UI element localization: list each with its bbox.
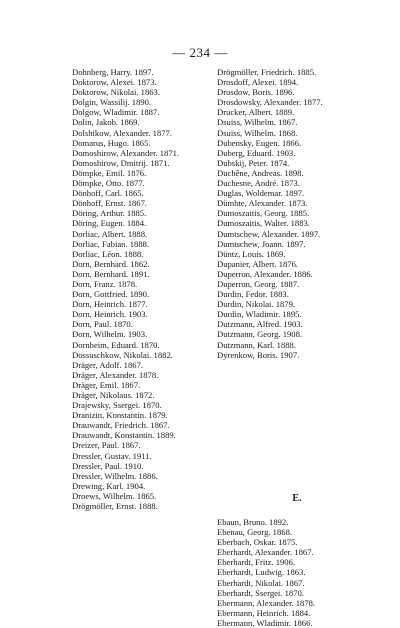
list-entry: Dorn, Gottfried. 1890. [72,289,150,300]
list-entry: Dräger, Alexander. 1878. [72,369,159,380]
list-entry: Duberg, Eduard. 1903. [217,147,296,158]
list-entry: Dressler, Paul. 1910. [72,460,144,471]
list-entry: Dolgin, Wassilij. 1890. [72,97,152,108]
list-entry: Drauwandt, Friedrich. 1867. [72,420,170,431]
list-entry: Drajewsky, Ssergei. 1870. [72,400,162,411]
list-entry: Dömpke, Otto. 1877. [72,178,145,189]
list-entry: Dutzmann, Karl. 1888. [217,339,296,350]
list-entry: Dornheim, Eduard. 1870. [72,339,160,350]
list-entry: Duchesne, André. 1873. [217,178,300,189]
list-entry: Drosdoff, Alexei. 1894. [217,77,299,88]
list-entry: Dyrenkow, Boris. 1907. [217,349,300,360]
list-entry: Dohnberg, Harry. 1897. [72,67,154,77]
list-entry: Dreizer, Paul. 1867. [72,440,141,451]
list-entry: Dutzmann, Alfred. 1903. [217,319,303,330]
list-entry: Dorn, Heinrich. 1903. [72,309,148,320]
list-entry: Domarus, Hugo. 1865. [72,137,151,148]
list-entry: Dorn, Franz. 1878. [72,278,138,289]
list-entry: Eberhardt, Fritz. 1906. [217,557,296,568]
list-entry: Dumtschew, Alexander. 1897. [217,228,321,239]
list-entry: Dutzmann, Georg. 1908. [217,329,303,340]
list-entry: Dönhoff, Carl. 1865. [72,188,144,199]
list-entry: Dolshikow, Alexander. 1877. [72,127,172,138]
list-entry: Drauwandt, Konstantin. 1889. [72,430,176,441]
list-entry: Dräger, Nikolaus. 1872. [72,390,155,400]
list-entry: Duperron, Georg. 1887. [217,278,300,289]
list-entry: Droews, Wilhelm. 1865. [72,490,157,501]
list-entry: Düntz, Louis. 1869. [217,248,286,259]
list-entry: Duglas, Woldemar. 1897. [217,188,305,199]
list-entry: Durdin, Nikolai. 1879. [217,299,296,310]
list-entry: Dranizin, Konstantin. 1879. [72,410,168,421]
list-entry: Drosdowsky, Alexander. 1877. [217,97,323,108]
list-entry: Dräger, Adolf. 1867. [72,359,144,370]
list-entry: Dolin, Jakob. 1869. [72,117,140,128]
list-entry: Drewing, Karl. 1904. [72,480,146,491]
list-entry: Ebermann, Wladimir. 1866. [217,617,313,628]
list-entry: Eberhardt, Ssergei. 1870. [217,587,304,598]
list-entry: Drosdow, Boris. 1896. [217,87,295,98]
list-entry: Domoshirow, Alexander. 1871. [72,147,180,158]
list-entry: Eberhardt, Ludwig. 1863. [217,567,306,578]
list-entry: Ebermann, Heinrich. 1884. [217,607,311,618]
list-entry: Duchêne, Andreas. 1898. [217,167,304,178]
list-entry: Döring, Arthur. 1885. [72,208,147,219]
left-column [72,67,232,511]
list-entry: Dümbte, Alexander. 1873. [217,198,308,209]
list-entry: Duperron, Alexander. 1886. [217,268,313,279]
list-entry: Dönhoff, Ernst. 1867. [72,198,148,209]
list-entry: Ebaun, Bruno. 1892. [217,517,289,527]
right-column-d [217,67,377,360]
list-entry: Dressler, Gustav. 1911. [72,450,152,461]
list-entry: Dömpke, Emil. 1876. [72,167,147,178]
list-entry: Doktorow, Nikolai. 1863. [72,87,160,98]
list-entry: Drögmöller, Ernst. 1888. [72,501,158,512]
list-entry: Drögmöller, Friedrich. 1885. [217,67,317,77]
list-entry: Döring, Eugen. 1884. [72,218,147,229]
list-entry: Dumoszaitis, Georg. 1885. [217,208,310,219]
list-entry: Durdin, Wladimir. 1895. [217,309,302,320]
list-entry: Domoshirow, Dmitrij. 1871. [72,157,170,168]
list-entry: Durdin, Fedor. 1883. [217,289,289,300]
section-heading-e: E. [292,493,302,504]
list-entry: Dorn, Bernhard. 1891. [72,268,150,279]
list-entry: Dumoszaitis, Walter. 1883. [217,218,310,229]
list-entry: Dumtschew, Joann. 1897. [217,238,306,249]
list-entry: Dräger, Emil. 1867. [72,379,141,390]
list-entry: Ebermann, Alexander. 1878. [217,597,316,608]
list-entry: Dorliac, Albert. 1888. [72,228,148,239]
list-entry: Dubskij, Peter. 1874. [217,157,290,168]
list-entry: Dsuiss, Wilhelm. 1868. [217,127,298,138]
right-column-e [217,517,377,628]
list-entry: Eberbach, Oskar. 1875. [217,537,298,548]
list-entry: Dubensky, Eugen. 1866. [217,137,302,148]
list-entry: Ebenau, Georg. 1868. [217,527,293,538]
list-entry: Dsuiss, Wilhelm. 1867. [217,117,298,128]
list-entry: Eberhardt, Nikolai. 1867. [217,577,305,588]
list-entry: Dorn, Heinrich. 1877. [72,299,148,310]
list-entry: Dorliac, Fabian. 1888. [72,238,150,249]
list-entry: Dorn, Paul. 1870. [72,319,133,330]
list-entry: Dossuschkow, Nikolai. 1882. [72,349,173,360]
page-number: — 234 — [172,45,228,60]
list-entry: Dolgow, Wladimir. 1887. [72,107,160,118]
list-entry: Dorn, Bernhard. 1862. [72,258,150,269]
list-entry: Dressler, Wilhelm. 1886. [72,470,158,481]
list-entry: Eberhardt, Alexander. 1867. [217,547,314,558]
list-entry: Doktorow, Alexei. 1873. [72,77,157,88]
list-entry: Dupanier, Albert. 1876. [217,258,299,269]
list-entry: Dorn, Wilhelm. 1903. [72,329,148,340]
list-entry: Drucker, Albert. 1889. [217,107,295,118]
list-entry: Dorliac, Léon. 1888. [72,248,144,259]
